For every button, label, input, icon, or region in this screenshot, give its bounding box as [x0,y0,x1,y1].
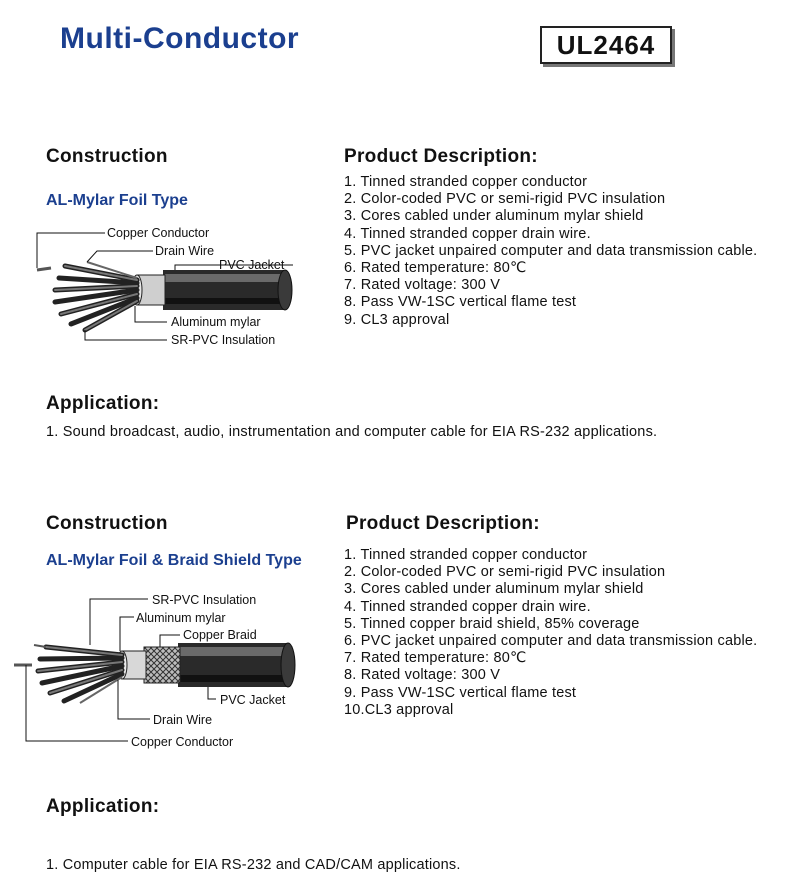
application-heading-2: Application: [46,796,160,817]
page-title: Multi-Conductor [60,22,300,55]
construction-heading-2: Construction [46,513,168,534]
diagram-label-sr-pvc-insulation: SR-PVC Insulation [152,593,257,607]
cable-type-title-1: AL-Mylar Foil Type [46,192,188,209]
diagram-label-copper-conductor: Copper Conductor [107,226,210,240]
cable-diagram-braid [10,585,320,755]
description-item: 4. Tinned stranded copper drain wire. [344,225,591,242]
diagram-label-sr-pvc-insulation: SR-PVC Insulation [171,333,276,347]
diagram-label-pvc-jacket: PVC Jacket [220,693,286,707]
diagram-label-pvc-jacket: PVC Jacket [219,258,285,272]
description-item: 1. Tinned stranded copper conductor [344,174,588,190]
description-item: 9. CL3 approval [344,311,450,328]
description-item: 3. Cores cabled under aluminum mylar shield [344,581,644,598]
description-item: 5. PVC jacket unpaired computer and data transmission cable. [344,242,758,259]
model-badge: UL2464 [540,26,672,64]
construction-heading-1: Construction [46,146,168,167]
product-description-list-1 [344,174,757,329]
cable-type-title-2: AL-Mylar Foil & Braid Shield Type [46,552,302,569]
description-item: 6. PVC jacket unpaired computer and data transmission cable. [344,633,758,650]
description-item: 3. Cores cabled under aluminum mylar shield [344,208,644,225]
application-text-1: 1. Sound broadcast, audio, instrumentation and computer cable for EIA RS-232 applications. [46,424,658,440]
diagram-label-aluminum-mylar: Aluminum mylar [136,611,226,625]
description-item: 2. Color-coded PVC or semi-rigid PVC insulation [344,191,666,208]
description-item: 7. Rated temperature: 80℃ [344,650,527,667]
description-item: 5. Tinned copper braid shield, 85% coverage [344,615,640,632]
description-item: 8. Pass VW-1SC vertical flame test [344,294,577,311]
description-item: 7. Rated voltage: 300 V [344,277,501,294]
diagram-label-drain-wire: Drain Wire [155,244,215,258]
product-description-heading-2: Product Description: [346,513,540,534]
description-item: 4. Tinned stranded copper drain wire. [344,598,591,615]
diagram-label-copper-braid: Copper Braid [183,628,257,642]
cable-diagram-foil [25,218,325,358]
description-item: 6. Rated temperature: 80℃ [344,260,527,277]
diagram-label-drain-wire: Drain Wire [153,713,213,727]
description-item: 1. Tinned stranded copper conductor [344,547,588,563]
diagram-label-aluminum-mylar: Aluminum mylar [171,315,261,329]
product-description-list-2 [344,547,757,719]
description-item: 10.CL3 approval [344,701,454,718]
application-text-2: 1. Computer cable for EIA RS-232 and CAD/CAM applications. [46,857,461,873]
description-item: 9. Pass VW-1SC vertical flame test [344,684,577,701]
description-item: 8. Rated voltage: 300 V [344,667,501,684]
description-item: 2. Color-coded PVC or semi-rigid PVC insulation [344,564,666,581]
application-heading-1: Application: [46,393,160,414]
diagram-label-copper-conductor: Copper Conductor [131,735,234,749]
product-description-heading-1: Product Description: [344,146,538,167]
